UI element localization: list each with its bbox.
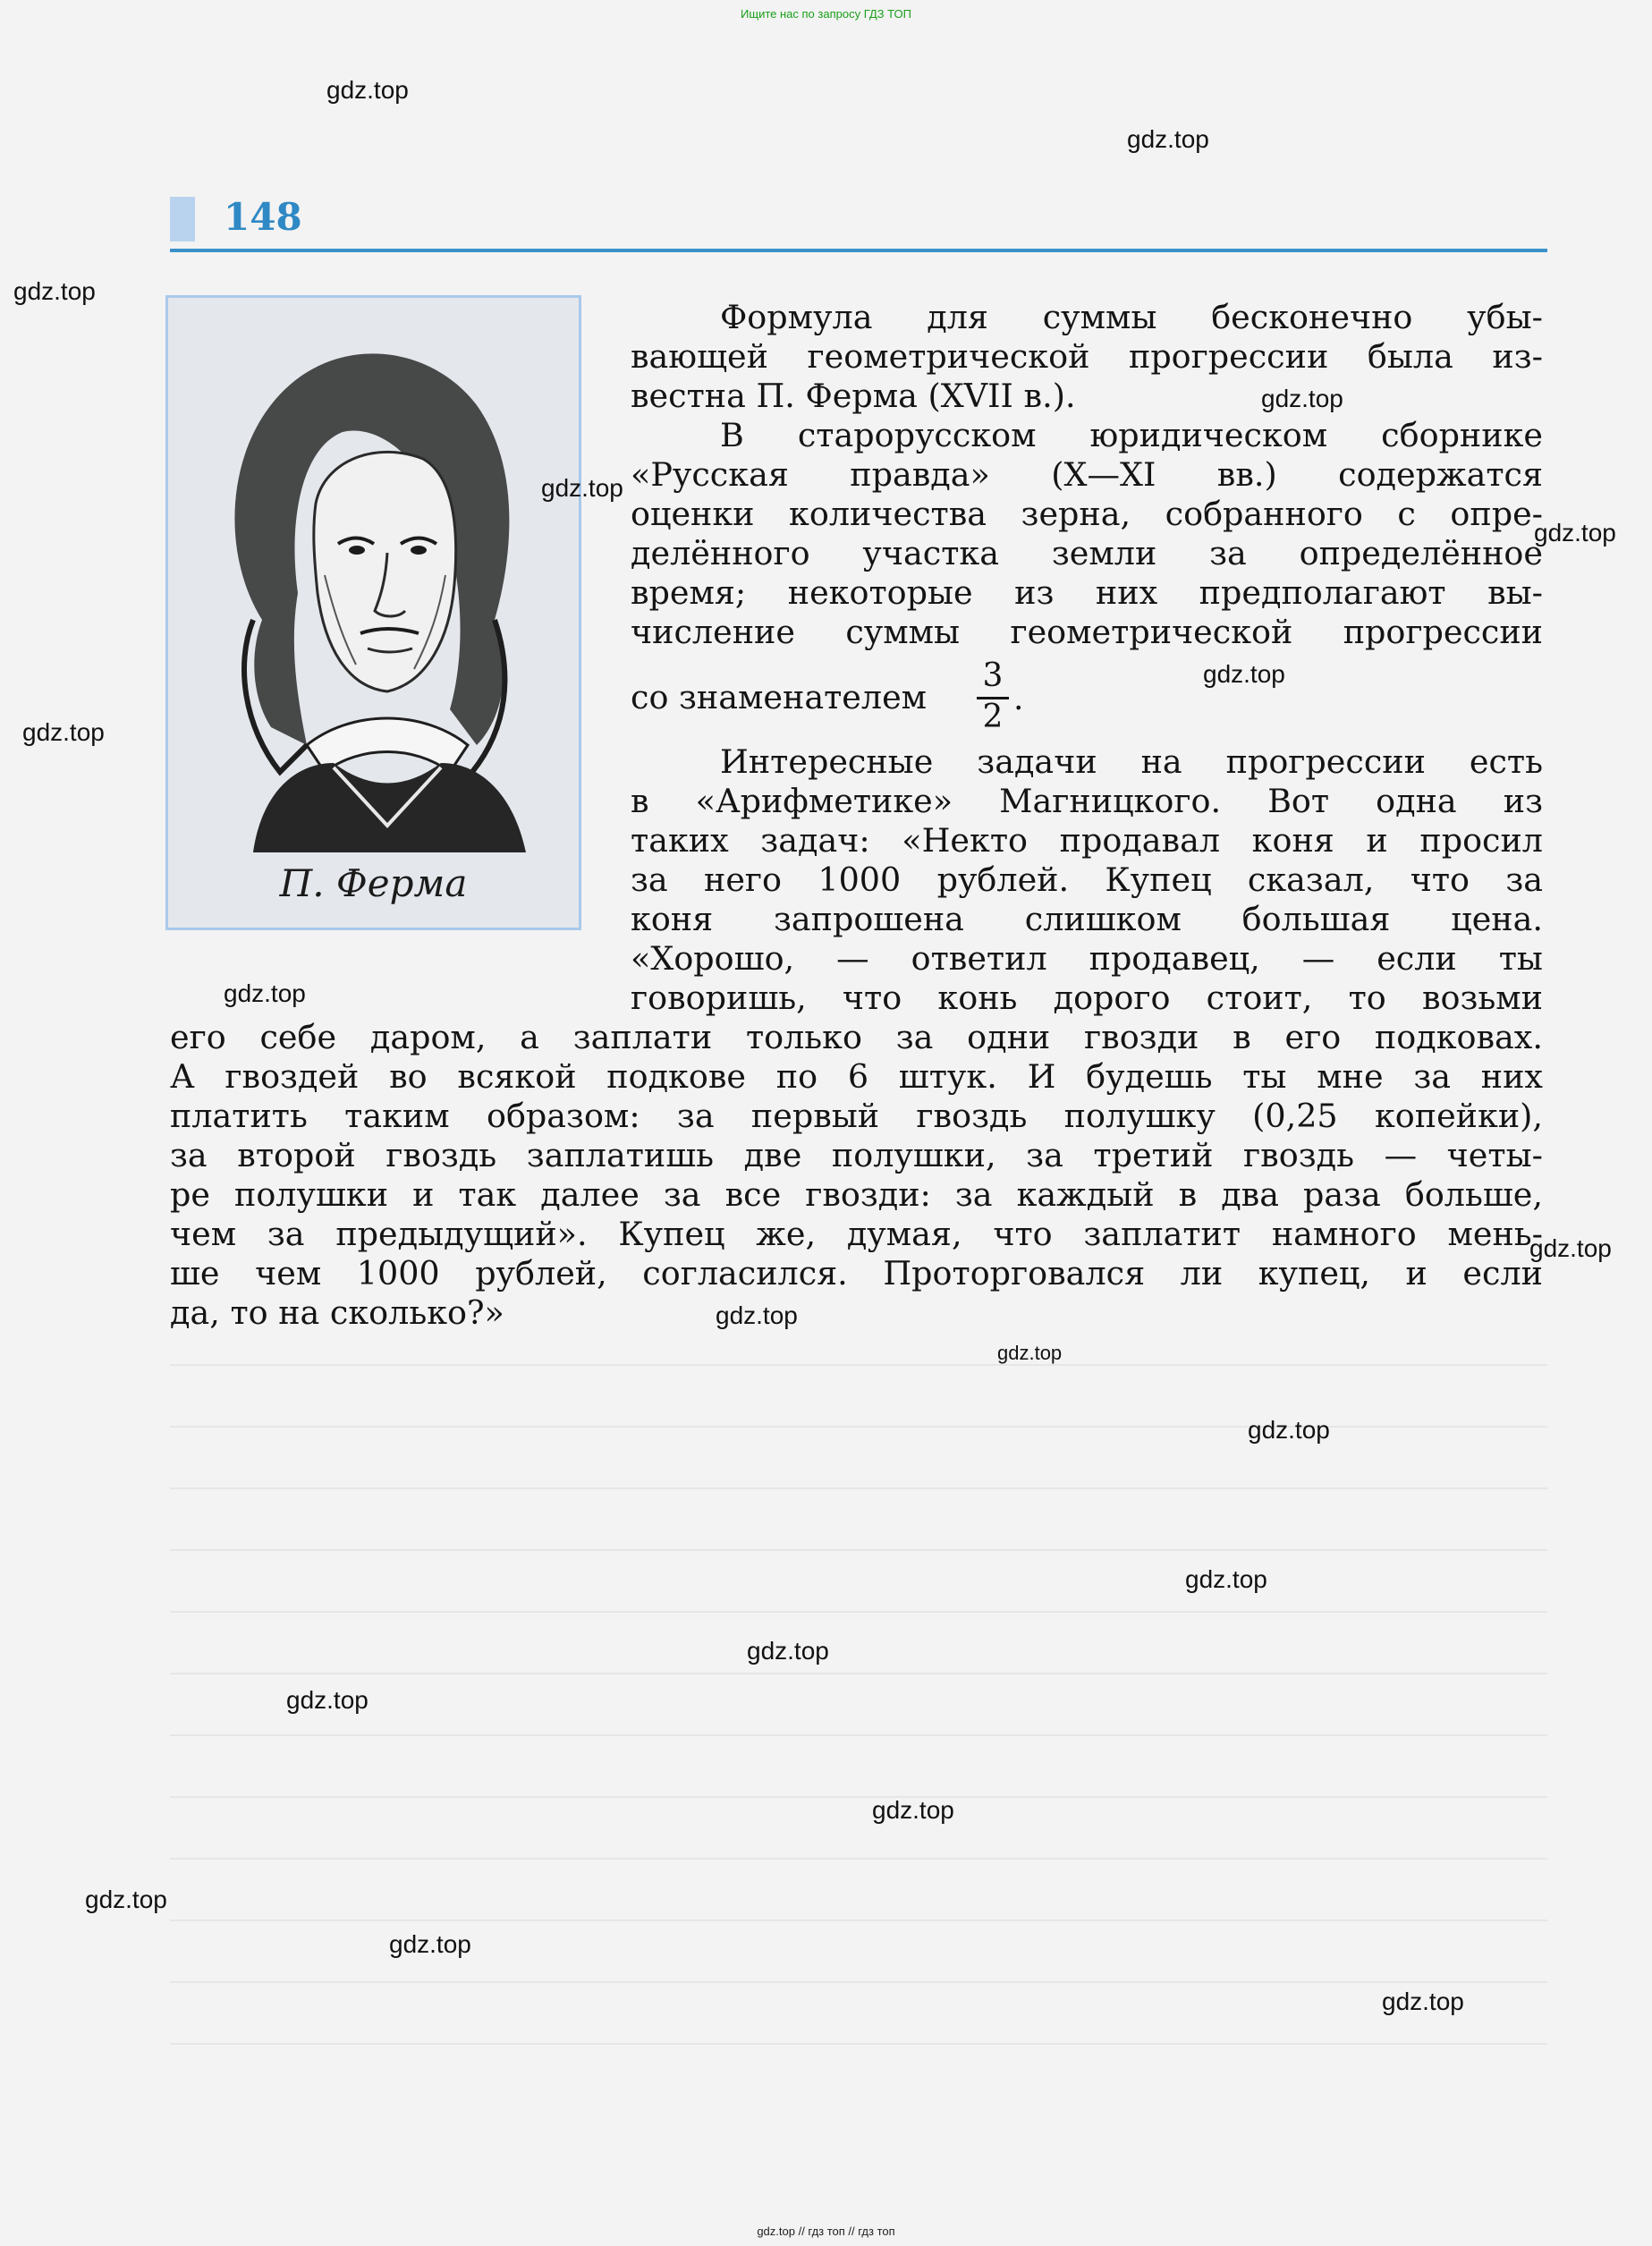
text-line: вестна П. Ферма (XVII в.). bbox=[631, 377, 1076, 415]
watermark: gdz.top bbox=[22, 718, 105, 746]
text-line: платить таким образом: за первый гвоздь полушку (0,25 копейки), bbox=[170, 1097, 1543, 1135]
text-line: ше чем 1000 рублей, согласился. Проторговался ли купец, и если bbox=[170, 1254, 1543, 1293]
text-line: вающей геометрической прогрессии была из- bbox=[631, 337, 1543, 376]
watermark: gdz.top bbox=[1534, 519, 1616, 547]
text-line: Формула для суммы бесконечно убы- bbox=[720, 298, 1543, 336]
watermark: gdz.top bbox=[1382, 1987, 1464, 2015]
text-line: да, то на сколько?» bbox=[170, 1293, 504, 1332]
watermark: gdz.top bbox=[716, 1301, 798, 1329]
page-number: 148 bbox=[224, 195, 302, 239]
watermark: gdz.top bbox=[872, 1796, 954, 1824]
text-line: его себе даром, а заплати только за одни гвозди в его подковах. bbox=[170, 1018, 1543, 1056]
fraction-period: . bbox=[1013, 681, 1024, 717]
text-line: коня запрошена слишком большая цена. bbox=[631, 900, 1543, 938]
text-line: за второй гвоздь заплатишь две полушки, за третий гвоздь — четы- bbox=[170, 1136, 1543, 1174]
text-line: чем за предыдущий». Купец же, думая, что заплатит намного мень- bbox=[170, 1215, 1543, 1253]
watermark: gdz.top bbox=[224, 979, 306, 1007]
watermark: gdz.top bbox=[997, 1342, 1063, 1364]
page-header-marker bbox=[170, 197, 195, 242]
fraction-denominator: 2 bbox=[982, 699, 1004, 735]
text-line: ре полушки и так далее за все гвозди: за каждый в два раза больше, bbox=[170, 1175, 1543, 1214]
text-line: таких задач: «Некто продавал коня и просил bbox=[631, 821, 1543, 860]
watermark: gdz.top bbox=[1261, 385, 1343, 412]
fraction-three-halves bbox=[975, 657, 1011, 740]
watermark: gdz.top bbox=[13, 277, 96, 305]
text-line: «Русская правда» (X—XI вв.) содержатся bbox=[631, 455, 1543, 494]
text-line: В старорусском юридическом сборнике bbox=[720, 416, 1543, 454]
watermark: gdz.top bbox=[389, 1930, 471, 1958]
text-line: оценки количества зерна, собранного с опре- bbox=[631, 495, 1543, 533]
text-line: делённого участка земли за определённое bbox=[631, 534, 1543, 572]
watermark: gdz.top bbox=[747, 1637, 829, 1665]
watermark: gdz.top bbox=[1185, 1565, 1267, 1593]
header-rule bbox=[170, 249, 1547, 252]
bottom-banner[interactable]: gdz.top // гдз топ // гдз топ bbox=[757, 2225, 895, 2238]
fermat-portrait-illustration bbox=[199, 325, 553, 852]
text-line: А гвоздей во всякой подкове по 6 штук. И будешь ты мне за них bbox=[170, 1057, 1543, 1096]
portrait-frame bbox=[165, 295, 581, 930]
text-line: в «Арифметике» Магницкого. Вот одна из bbox=[631, 782, 1543, 820]
watermark: gdz.top bbox=[286, 1686, 369, 1714]
watermark: gdz.top bbox=[1127, 125, 1209, 153]
text-line: за него 1000 рублей. Купец сказал, что за bbox=[631, 860, 1543, 899]
watermark: gdz.top bbox=[85, 1886, 167, 1913]
text-line: со знаменателем bbox=[631, 678, 928, 716]
top-banner[interactable]: Ищите нас по запросу ГДЗ ТОП bbox=[741, 7, 911, 21]
watermark: gdz.top bbox=[1203, 660, 1285, 688]
text-line: говоришь, что конь дорого стоит, то возьми bbox=[631, 979, 1543, 1017]
text-line: Интересные задачи на прогрессии есть bbox=[720, 742, 1543, 781]
fraction-numerator: 3 bbox=[982, 657, 1004, 694]
watermark: gdz.top bbox=[1248, 1416, 1330, 1444]
watermark: gdz.top bbox=[326, 76, 409, 104]
watermark: gdz.top bbox=[541, 474, 623, 502]
text-line: «Хорошо, — ответил продавец, — если ты bbox=[631, 939, 1543, 978]
portrait-caption: П. Ферма bbox=[279, 861, 468, 905]
text-line: числение суммы геометрической прогрессии bbox=[631, 613, 1543, 651]
watermark: gdz.top bbox=[1529, 1234, 1612, 1262]
text-line: время; некоторые из них предполагают вы- bbox=[631, 573, 1543, 612]
bleed-through-texture bbox=[170, 1324, 1547, 2129]
